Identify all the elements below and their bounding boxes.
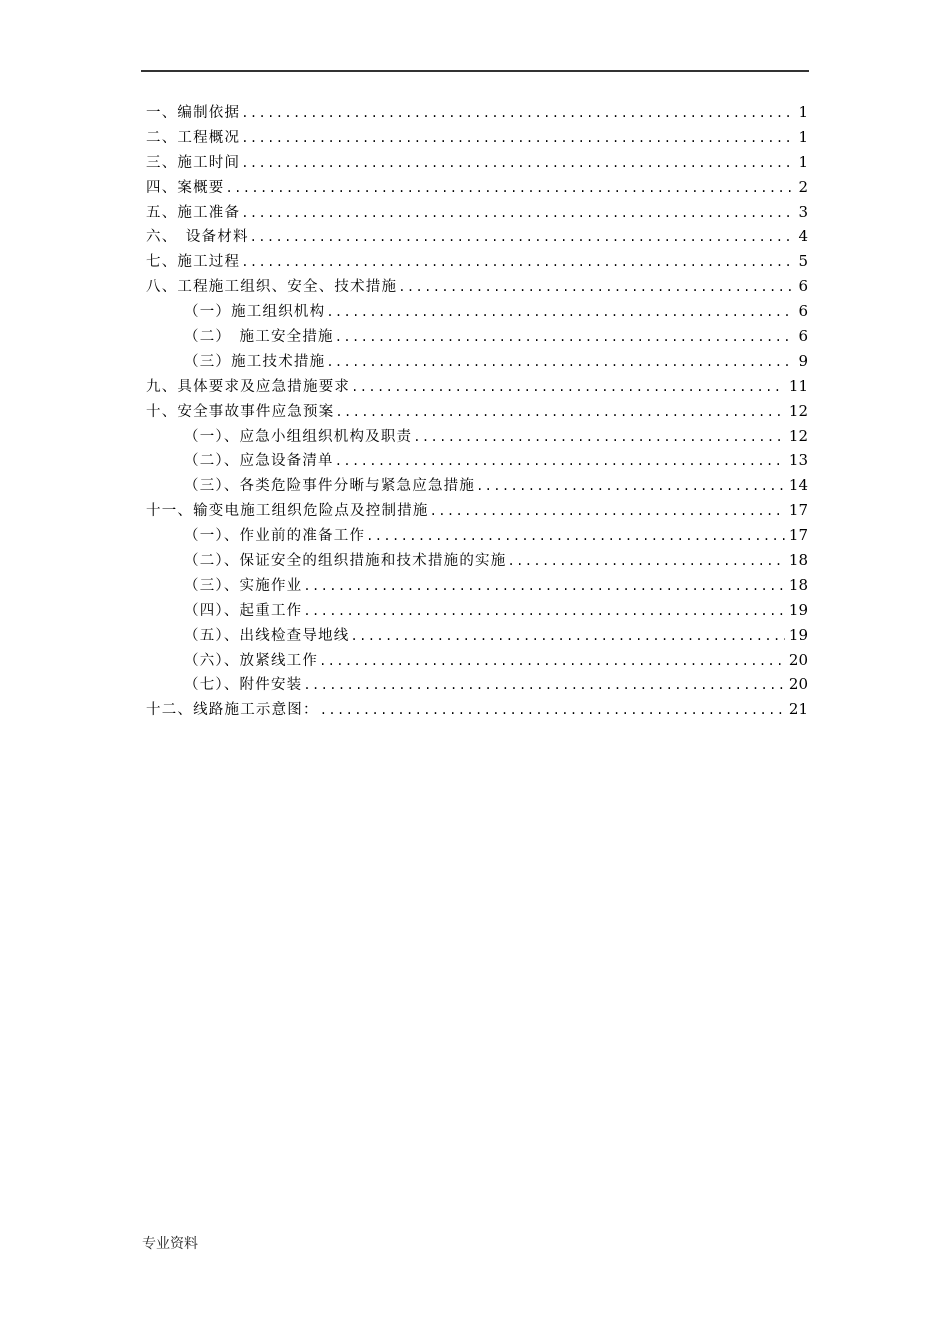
toc-page-number: 11 <box>788 376 808 395</box>
toc-page-number: 17 <box>788 526 808 545</box>
toc-entry-23[interactable] <box>146 649 808 674</box>
toc-entry-18[interactable] <box>146 524 808 549</box>
toc-entry-label: （一）、作业前的准备工作 <box>184 528 366 545</box>
toc-dot-leader <box>303 678 785 692</box>
toc-entry-label: （一）施工组织机构 <box>184 304 326 321</box>
toc-entry-label: （二）、应急设备清单 <box>184 453 334 470</box>
toc-entry-label: 五、施工准备 <box>146 204 241 221</box>
toc-page-number: 6 <box>798 302 808 321</box>
toc-dot-leader <box>326 305 794 319</box>
toc-entry-12[interactable] <box>146 375 808 400</box>
toc-entry-10[interactable] <box>146 325 808 350</box>
toc-page-number: 6 <box>798 277 808 296</box>
toc-page-number: 18 <box>788 551 808 570</box>
toc-entry-22[interactable] <box>146 624 808 649</box>
toc-page-number: 12 <box>788 401 808 420</box>
toc-page-number: 6 <box>798 327 808 346</box>
toc-dot-leader <box>241 156 794 170</box>
toc-entry-label: 十二、线路施工示意图： <box>146 702 319 719</box>
toc-page-number: 1 <box>798 127 808 146</box>
toc-entry-19[interactable] <box>146 549 808 574</box>
toc-page-number: 20 <box>788 675 808 694</box>
toc-entry-11[interactable] <box>146 350 808 375</box>
toc-entry-label: 七、施工过程 <box>146 254 241 271</box>
toc-page-number: 5 <box>798 252 808 271</box>
toc-dot-leader <box>335 330 795 344</box>
toc-entry-21[interactable] <box>146 599 808 624</box>
toc-entry-label: 十一、输变电施工组织危险点及控制措施 <box>146 503 429 520</box>
toc-page-number: 12 <box>788 426 808 445</box>
toc-page-number: 19 <box>788 600 808 619</box>
toc-page-number: 21 <box>788 700 808 719</box>
toc-page-number: 19 <box>788 625 808 644</box>
toc-dot-leader <box>398 280 794 294</box>
toc-entry-1[interactable] <box>146 101 808 126</box>
toc-entry-7[interactable] <box>146 250 808 275</box>
toc-page-number: 4 <box>798 227 808 246</box>
toc-entry-3[interactable] <box>146 151 808 176</box>
toc-dot-leader <box>226 181 795 195</box>
toc-entry-label: （三）、实施作业 <box>184 577 303 594</box>
toc-dot-leader <box>320 703 785 717</box>
toc-entry-4[interactable] <box>146 176 808 201</box>
toc-entry-13[interactable] <box>146 400 808 425</box>
toc-entry-20[interactable] <box>146 574 808 599</box>
toc-dot-leader <box>335 454 785 468</box>
toc-entry-label: 十、安全事故事件应急预案 <box>146 403 335 420</box>
toc-dot-leader <box>366 529 785 543</box>
toc-dot-leader <box>476 479 785 493</box>
toc-dot-leader <box>241 206 794 220</box>
toc-page-number: 20 <box>788 650 808 669</box>
toc-entry-label: 一、编制依据 <box>146 105 241 121</box>
toc-dot-leader <box>430 504 785 518</box>
toc-entry-label: （二）、保证安全的组织措施和技术措施的实施 <box>184 553 507 570</box>
toc-entry-label: 八、工程施工组织、安全、技术措施 <box>146 279 398 296</box>
toc-entry-label: （三）施工技术措施 <box>184 353 326 370</box>
toc-page-number: 18 <box>788 575 808 594</box>
toc-dot-leader <box>241 255 794 269</box>
toc-dot-leader <box>303 604 785 618</box>
toc-entry-label: （一）、应急小组组织机构及职责 <box>184 428 413 445</box>
toc-entry-label: （六）、放紧线工作 <box>184 652 319 669</box>
toc-entry-label: 二、工程概况 <box>146 129 241 146</box>
toc-page-number: 14 <box>788 476 808 495</box>
toc-entry-9[interactable] <box>146 300 808 325</box>
toc-entry-label: （四）、起重工作 <box>184 602 303 619</box>
toc-entry-6[interactable] <box>146 225 808 250</box>
toc-page-number: 17 <box>788 501 808 520</box>
toc-entry-14[interactable] <box>146 425 808 450</box>
toc-entry-label: （五）、出线检查导地线 <box>184 627 350 644</box>
toc-dot-leader <box>303 579 785 593</box>
toc-entry-25[interactable] <box>146 698 808 723</box>
toc-dot-leader <box>241 106 794 120</box>
toc-dot-leader <box>351 380 785 394</box>
toc-entry-5[interactable] <box>146 201 808 226</box>
toc-entry-label: （七）、附件安装 <box>184 677 303 694</box>
toc-page-number: 1 <box>798 152 808 171</box>
toc-page-number: 9 <box>798 351 808 370</box>
toc-entry-label: （三）、各类危险事件分晰与紧急应急措施 <box>184 478 476 495</box>
toc-page-number: 3 <box>798 202 808 221</box>
toc-dot-leader <box>335 405 785 419</box>
table-of-contents <box>146 101 808 723</box>
toc-entry-16[interactable] <box>146 474 808 499</box>
toc-dot-leader <box>241 131 794 145</box>
toc-dot-leader <box>413 430 785 444</box>
toc-entry-label: 四、案概要 <box>146 179 225 196</box>
toc-page-number: 13 <box>788 451 808 470</box>
toc-entry-label: 六、 设备材料 <box>146 229 249 246</box>
toc-entry-label: （二） 施工安全措施 <box>184 329 334 346</box>
toc-entry-17[interactable] <box>146 499 808 524</box>
toc-entry-8[interactable] <box>146 275 808 300</box>
toc-entry-label: 三、施工时间 <box>146 154 241 171</box>
header-rule <box>141 70 809 72</box>
toc-dot-leader <box>250 230 795 244</box>
page-footer: 专业资料 <box>142 1236 198 1252</box>
toc-entry-2[interactable] <box>146 126 808 151</box>
toc-entry-24[interactable] <box>146 673 808 698</box>
toc-dot-leader <box>350 629 784 643</box>
toc-entry-label: 九、具体要求及应急措施要求 <box>146 378 351 395</box>
toc-page-number: 2 <box>798 177 808 196</box>
toc-page-number: 1 <box>798 103 808 121</box>
toc-dot-leader <box>507 554 784 568</box>
toc-dot-leader <box>319 654 785 668</box>
toc-dot-leader <box>326 355 794 369</box>
toc-entry-15[interactable] <box>146 449 808 474</box>
